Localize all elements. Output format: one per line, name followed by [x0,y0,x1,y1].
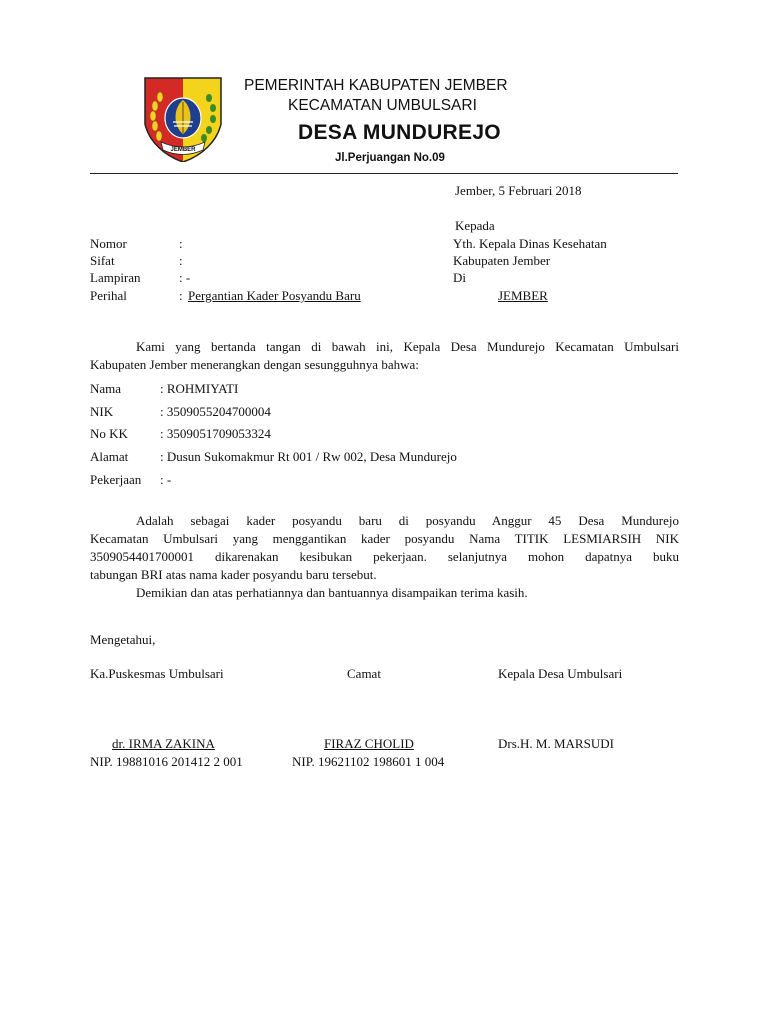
identity-value-nokk: : 3509051709053324 [160,426,271,441]
identity-label-pekerjaan: Pekerjaan [90,472,142,487]
recipient-line2: Kabupaten Jember [453,253,551,268]
recipient-kepada: Kepada [455,218,495,233]
tobacco-leaf-emblem-icon [165,98,201,138]
body-closing: Demikian dan atas perhatiannya dan bantuannya disampaikan terima kasih. [136,585,528,600]
intro-line2: Kabupaten Jember menerangkan dengan sesungguhnya bahwa: [90,357,419,372]
sifat-value: : [179,253,183,268]
letterhead-government: PEMERINTAH KABUPATEN JEMBER [244,77,508,94]
perihal-colon: : [179,288,183,303]
recipient-di: Di [453,270,466,285]
body-line2: Kecamatan Umbulsari yang menggantikan kader posyandu Nama TITIK LESMIARSIH NIK [90,531,679,546]
letter-date: Jember, 5 Februari 2018 [455,183,582,198]
sign-right-name: Drs.H. M. MARSUDI [498,736,614,751]
letterhead-address: Jl.Perjuangan No.09 [335,152,445,164]
identity-label-nik: NIK [90,404,114,419]
sign-right-title: Kepala Desa Umbulsari [498,666,623,681]
sign-mid-nip: NIP. 19621102 198601 1 004 [292,754,445,769]
sign-left-name: dr. IRMA ZAKINA [112,736,215,751]
identity-label-nama: Nama [90,381,122,396]
perihal-value: Pergantian Kader Posyandu Baru [188,288,361,303]
identity-value-nama: : ROHMIYATI [160,381,239,396]
lampiran-label: Lampiran [90,270,141,285]
sifat-label: Sifat [90,253,115,268]
body-line4: tabungan BRI atas nama kader posyandu baru tersebut. [90,567,377,582]
identity-value-nik: : 3509055204700004 [160,404,271,419]
identity-label-nokk: No KK [90,426,128,441]
identity-value-pekerjaan: : - [160,472,172,487]
identity-value-alamat: : Dusun Sukomakmur Rt 001 / Rw 002, Desa Mundurejo [160,449,457,464]
mengetahui-label: Mengetahui, [90,632,156,647]
sign-left-title: Ka.Puskesmas Umbulsari [90,666,224,681]
nomor-label: Nomor [90,236,127,251]
letterhead-divider [90,173,678,174]
sign-mid-name: FIRAZ CHOLID [324,736,414,751]
body-paragraph [90,512,679,602]
intro-line1: Kami yang bertanda tangan di bawah ini, Kepala Desa Mundurejo Kecamatan Umbulsari [136,339,679,354]
sign-mid-title: Camat [347,666,381,681]
sign-left-nip: NIP. 19881016 201412 2 001 [90,754,243,769]
recipient-city: JEMBER [498,288,548,303]
nomor-value: : [179,236,183,251]
letterhead-district: KECAMATAN UMBULSARI [288,97,477,114]
identity-label-alamat: Alamat [90,449,129,464]
body-line3: 3509054401700001 dikarenakan kesibukan pekerjaan. selanjutnya mohon dapatnya buku [90,549,679,564]
letterhead-village: DESA MUNDUREJO [298,121,501,144]
intro-paragraph [90,338,679,374]
perihal-label: Perihal [90,288,127,303]
logo-ribbon-text: JEMBER [170,147,196,153]
body-line1: Adalah sebagai kader posyandu baru di posyandu Anggur 45 Desa Mundurejo [136,513,679,528]
lampiran-value: : - [179,270,191,285]
jember-regency-logo [143,76,223,162]
recipient-line1: Yth. Kepala Dinas Kesehatan [453,236,607,251]
